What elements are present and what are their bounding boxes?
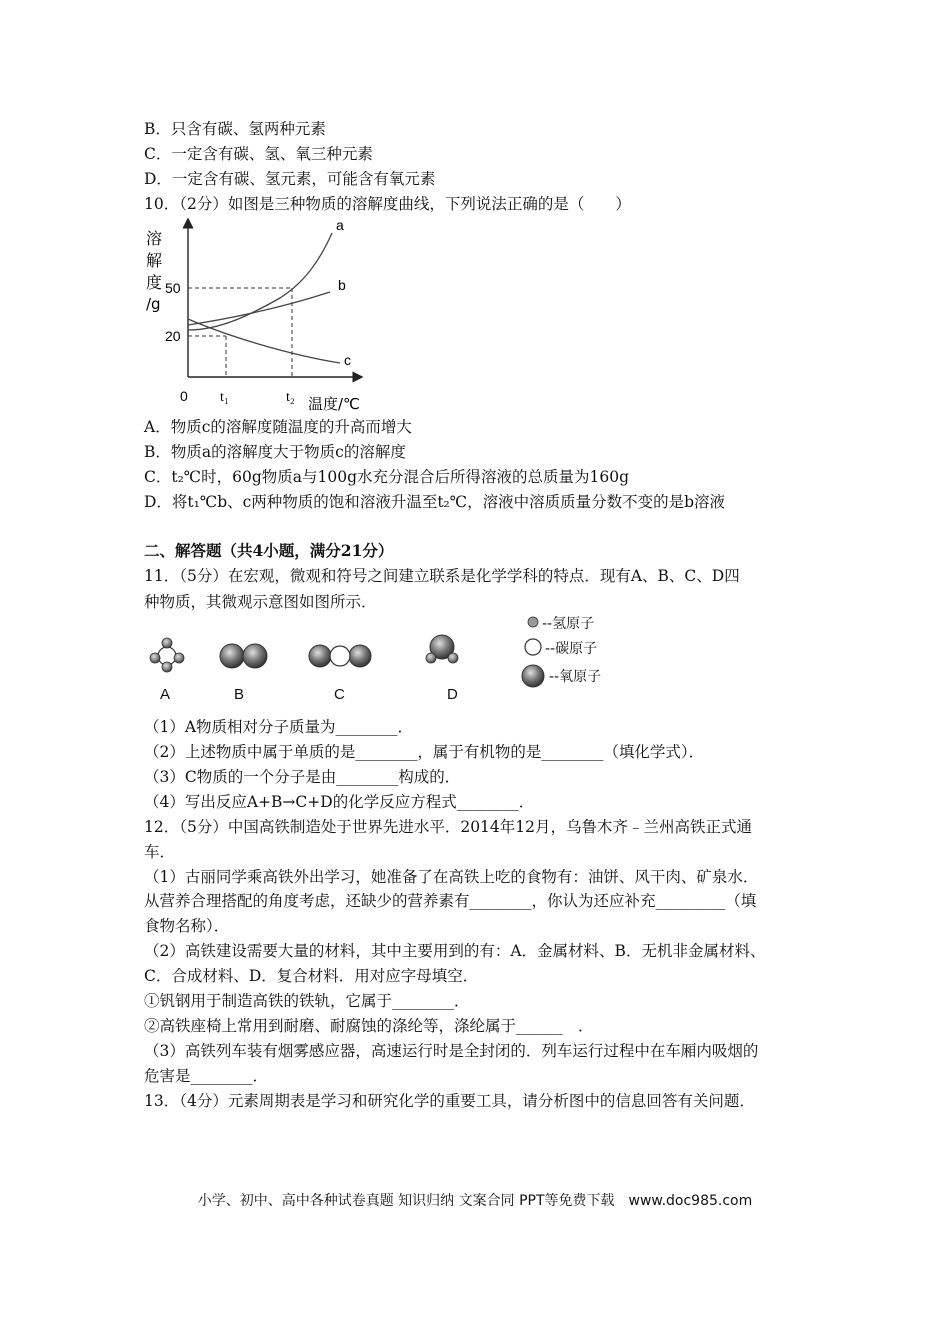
ylabel-char-1: 溶 [146,229,163,248]
hydrogen-atom-icon [528,617,538,627]
q10-option-b: B．物质a的溶解度大于物质c的溶解度 [144,443,406,461]
q11-part-4: （4）写出反应A+B→C+D的化学反应方程式________． [144,793,535,811]
q10-stem: 10．（2分）如图是三种物质的溶解度曲线，下列说法正确的是（ ） [144,195,631,213]
molecule-diagrams [140,620,480,690]
q12-line-11: 危害是________． [144,1067,269,1085]
q10-option-a: A．物质c的溶解度随温度的升高而增大 [144,418,412,436]
x-tick-t1: t₁ [220,390,229,405]
q12-line-8: ①钒钢用于制造高铁的铁轨，它属于________． [144,992,470,1010]
x-tick-t2: t₂ [286,390,295,405]
q12-line-7: C．合成材料、D．复合材料．用对应字母填空． [144,967,479,985]
q12-line-1: 12．（5分）中国高铁制造处于世界先进水平．2014年12月，乌鲁木齐﹣兰州高铁正式通 [144,818,753,836]
q12-line-2: 车． [144,843,176,861]
q12-line-10: （3）高铁列车装有烟雾感应器，高速运行时是全封闭的．列车运行过程中在车厢内吸烟的 [144,1042,759,1060]
curve-label-c: c [344,352,351,368]
ylabel-unit: /g [146,295,161,313]
q12-line-6: （2）高铁建设需要大量的材料，其中主要用到的有：A．金属材料、B．无机非金属材料、 [144,942,766,960]
xlabel: 温度/℃ [308,395,360,413]
q11-part-1: （1）A物质相对分子质量为________． [144,718,414,736]
legend-oxygen: --氧原子 [549,669,602,685]
section2-title: 二、解答题（共4小题，满分21分） [144,541,394,560]
solubility-curve-graph [140,215,370,415]
molecule-label-d: D [447,686,458,703]
x-tick-0: 0 [180,388,188,404]
q12-line-4: 从营养合理搭配的角度考虑，还缺少的营养素有________，你认为还应补充_________（填 [144,892,757,910]
molecule-b-o2 [220,644,267,668]
y-tick-50: 50 [165,280,181,296]
q9-option-b: B．只含有碳、氢两种元素 [144,120,326,138]
curve-a [188,233,332,330]
molecule-label-c: C [334,686,345,703]
molecule-d-h2o [426,635,458,663]
ylabel-char-2: 解 [146,251,163,270]
molecule-label-b: B [234,686,245,703]
q12-line-3: （1）古丽同学乘高铁外出学习，她准备了在高铁上吃的食物有：油饼、风干肉、矿泉水． [144,868,759,886]
q11-stem-2: 种物质，其微观示意图如图所示． [144,593,377,611]
q11-stem-1: 11．（5分）在宏观，微观和符号之间建立联系是化学学科的特点．现有A、B、C、D四 [144,567,740,585]
q10-option-d: D．将t₁℃b、c两种物质的饱和溶液升温至t₂℃，溶液中溶质质量分数不变的是b溶液 [144,493,726,511]
curve-b [188,292,330,325]
carbon-atom-icon [525,639,541,655]
legend-carbon: --碳原子 [545,641,598,657]
q9-option-c: C．一定含有碳、氢、氧三种元素 [144,145,373,163]
page-footer: 小学、初中、高中各种试卷真题 知识归纳 文案合同 PPT等免费下载 www.doc985.com [197,1193,753,1209]
q12-line-9: ②高铁座椅上常用到耐磨、耐腐蚀的涤纶等，涤纶属于______ ． [144,1017,594,1035]
q11-part-2: （2）上述物质中属于单质的是________，属于有机物的是________（填化学式）． [144,743,705,761]
y-tick-20: 20 [165,328,181,344]
molecule-a-ch4 [150,638,184,672]
curve-label-b: b [338,277,346,293]
curve-c [188,319,340,363]
q10-option-c: C．t₂℃时，60g物质a与100g水充分混合后所得溶液的总质量为160g [144,468,630,486]
q9-option-d: D．一定含有碳、氢元素，可能含有氧元素 [144,170,436,188]
legend-hydrogen: --氢原子 [542,616,595,632]
curve-label-a: a [336,217,344,233]
molecule-label-a: A [160,686,171,703]
q12-line-5: 食物名称）． [144,917,230,935]
molecule-c-co2 [309,645,371,667]
q13-stem: 13．（4分）元素周期表是学习和研究化学的重要工具，请分析图中的信息回答有关问题． [144,1092,755,1110]
q11-part-3: （3）C物质的一个分子是由________构成的． [144,768,461,786]
ylabel-char-3: 度 [146,273,163,292]
oxygen-atom-icon [522,665,544,687]
